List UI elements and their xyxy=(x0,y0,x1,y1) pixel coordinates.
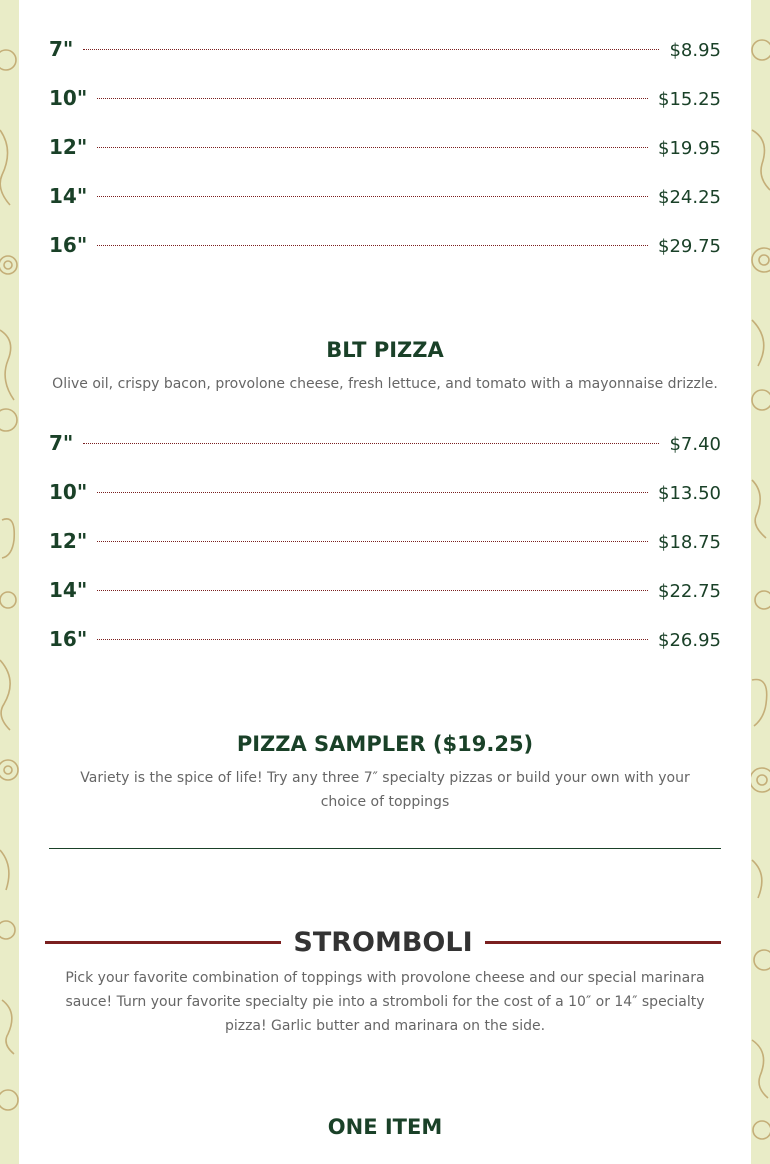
size-label: 16" xyxy=(49,627,88,651)
price-value: $29.75 xyxy=(658,236,721,257)
price-value: $22.75 xyxy=(658,581,721,602)
size-label: 7" xyxy=(49,37,74,61)
size-label: 14" xyxy=(49,184,88,208)
dotted-leader xyxy=(97,492,648,493)
size-label: 7" xyxy=(49,431,74,455)
dotted-leader xyxy=(97,196,648,197)
price-row xyxy=(49,529,721,578)
price-row xyxy=(49,431,721,480)
price-value: $15.25 xyxy=(658,89,721,110)
size-label: 12" xyxy=(49,529,88,553)
blt-pizza-description: Olive oil, crispy bacon, provolone cheese, fresh lettuce, and tomato with a mayonnaise drizzle. xyxy=(52,376,718,392)
price-row xyxy=(49,578,721,627)
price-value: $18.75 xyxy=(658,532,721,553)
dotted-leader xyxy=(97,541,648,542)
stromboli-section-header xyxy=(45,922,721,962)
price-value: $13.50 xyxy=(658,483,721,504)
stromboli-title: STROMBOLI xyxy=(293,926,473,958)
size-label: 10" xyxy=(49,86,88,110)
dotted-leader xyxy=(97,147,648,148)
previous-pizza-price-list xyxy=(49,37,721,282)
size-label: 14" xyxy=(49,578,88,602)
price-row xyxy=(49,480,721,529)
section-divider xyxy=(49,848,721,849)
price-row xyxy=(49,233,721,282)
price-value: $7.40 xyxy=(669,434,721,455)
dotted-leader xyxy=(97,98,648,99)
price-row xyxy=(49,627,721,676)
price-value: $26.95 xyxy=(658,630,721,651)
price-row xyxy=(49,135,721,184)
header-rule-right xyxy=(485,941,721,944)
size-label: 16" xyxy=(49,233,88,257)
blt-pizza-title: BLT PIZZA xyxy=(326,338,444,362)
price-row xyxy=(49,184,721,233)
dotted-leader xyxy=(83,49,659,50)
price-value: $8.95 xyxy=(669,40,721,61)
one-item-title: ONE ITEM xyxy=(327,1115,443,1139)
price-row xyxy=(49,86,721,135)
price-row xyxy=(49,37,721,86)
dotted-leader xyxy=(97,639,648,640)
price-value: $24.25 xyxy=(658,187,721,208)
dotted-leader xyxy=(83,443,659,444)
size-label: 10" xyxy=(49,480,88,504)
pizza-sampler-description: Variety is the spice of life! Try any three 7″ specialty pizzas or build your own with your choice of toppings xyxy=(80,770,690,810)
header-rule-left xyxy=(45,941,281,944)
stromboli-description: Pick your favorite combination of toppings with provolone cheese and our special marinara sauce! Turn your favorite specialty pie into a stromboli for the cost of a 10″ or 14″ specialty pizza! Garlic butter and marinara on the side. xyxy=(65,970,705,1034)
price-value: $19.95 xyxy=(658,138,721,159)
dotted-leader xyxy=(97,590,648,591)
dotted-leader xyxy=(97,245,648,246)
pizza-sampler-title: PIZZA SAMPLER ($19.25) xyxy=(236,732,534,756)
blt-pizza-price-list xyxy=(49,431,721,676)
size-label: 12" xyxy=(49,135,88,159)
